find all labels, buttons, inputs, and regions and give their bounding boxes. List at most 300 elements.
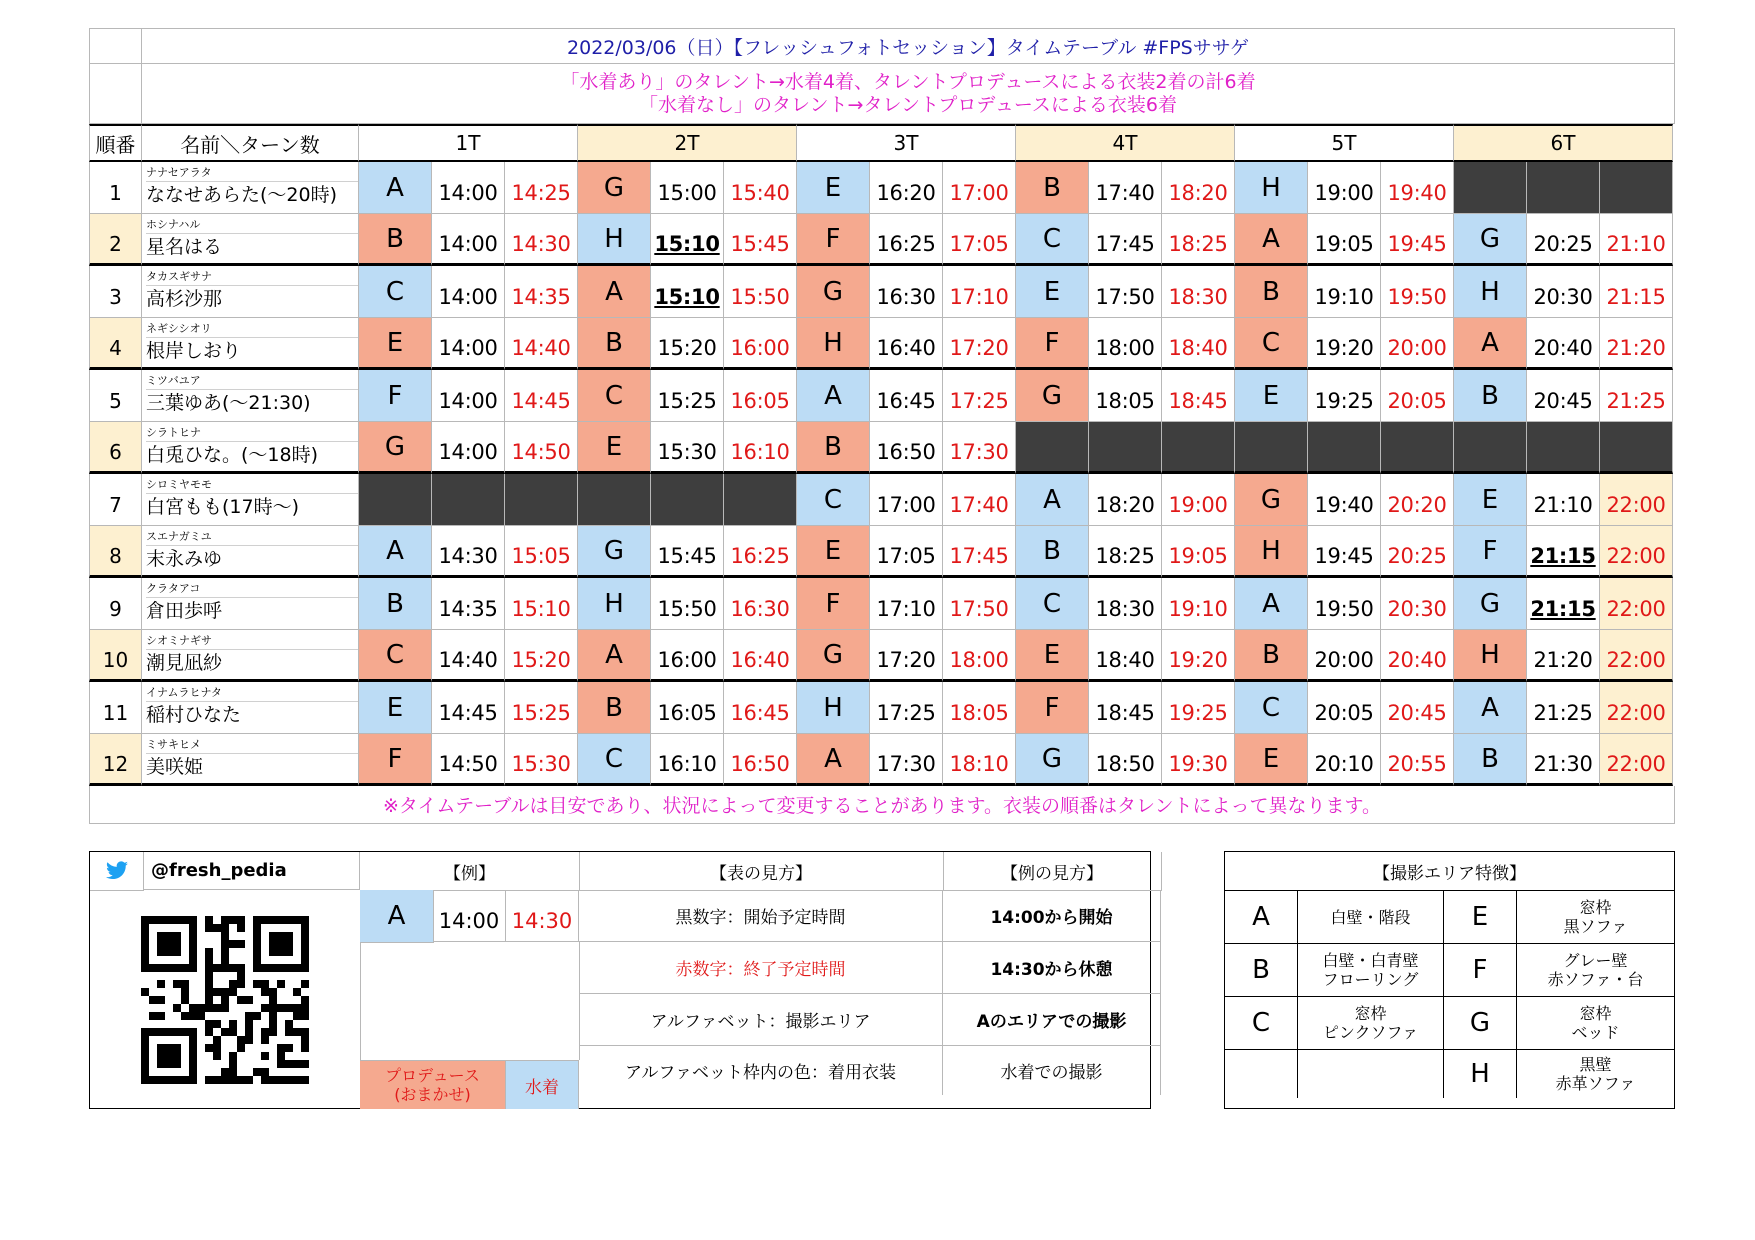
area-letter: E xyxy=(1454,474,1527,526)
area-letter: B xyxy=(1235,266,1308,318)
area-letter: E xyxy=(1016,266,1089,318)
start-time xyxy=(1527,422,1600,474)
timetable-sheet xyxy=(89,28,1675,824)
header-turn-1: 1T xyxy=(359,124,578,162)
area-description-line: 白壁・白青壁 xyxy=(1322,951,1419,970)
area-letter xyxy=(1454,162,1527,214)
area-letter: H xyxy=(797,318,870,370)
row-order: 3 xyxy=(89,266,142,318)
area-letter: H xyxy=(578,578,651,630)
end-time xyxy=(1381,422,1454,474)
end-time: 22:00 xyxy=(1600,682,1673,734)
end-time: 19:25 xyxy=(1162,682,1235,734)
talent-kana: クラタアコ xyxy=(146,578,358,598)
talent-name: 根岸しおり xyxy=(146,340,242,362)
area-letter: C xyxy=(797,474,870,526)
end-time: 20:20 xyxy=(1381,474,1454,526)
start-time: 15:30 xyxy=(651,422,724,474)
area-letter: C xyxy=(578,734,651,786)
area-letter: E xyxy=(359,682,432,734)
talent-name: 末永みゆ xyxy=(146,548,223,570)
talent-name: 稲村ひなた xyxy=(146,704,242,726)
area-description xyxy=(1517,944,1674,996)
start-time: 20:00 xyxy=(1308,630,1381,682)
area-description-line: 窓枠 xyxy=(1579,1004,1612,1023)
start-time: 15:50 xyxy=(651,578,724,630)
title-row xyxy=(89,28,1675,64)
area-letter: F xyxy=(797,578,870,630)
area-letter: E xyxy=(578,422,651,474)
talent-name: 星名はる xyxy=(146,236,223,258)
subtitle-line-2: 「水着なし」のタレント→タレントプロデュースによる衣装6着 xyxy=(639,93,1177,116)
area-letter: A xyxy=(359,526,432,578)
area-letter: H xyxy=(1235,162,1308,214)
talent-name-cell xyxy=(142,266,359,318)
area-description-line: ピンクソファ xyxy=(1322,1023,1419,1042)
area-letter xyxy=(359,474,432,526)
start-time: 17:30 xyxy=(870,734,943,786)
area-letter: A xyxy=(359,162,432,214)
talent-kana: ミサキヒメ xyxy=(146,734,358,754)
end-time: 15:05 xyxy=(505,526,578,578)
row-order: 1 xyxy=(89,162,142,214)
start-time: 14:00 xyxy=(432,370,505,422)
area-letter: G xyxy=(1454,214,1527,266)
swimsuit-swatch: 水着 xyxy=(506,1060,579,1109)
header-name: 名前＼ターン数 xyxy=(142,124,359,162)
start-time: 18:25 xyxy=(1089,526,1162,578)
end-time: 22:00 xyxy=(1600,630,1673,682)
area-letter: H xyxy=(1454,266,1527,318)
area-letter: G xyxy=(1454,578,1527,630)
end-time: 20:05 xyxy=(1381,370,1454,422)
area-letter: B xyxy=(1016,526,1089,578)
table-row xyxy=(89,266,1675,318)
end-time: 16:10 xyxy=(724,422,797,474)
area-description-line: 白壁・階段 xyxy=(1330,907,1411,927)
area-letter: C xyxy=(1225,997,1298,1049)
talent-name-cell xyxy=(142,682,359,734)
talent-name: 高杉沙那 xyxy=(146,288,223,310)
qr-code[interactable] xyxy=(90,890,361,1109)
start-time: 15:25 xyxy=(651,370,724,422)
area-letter: G xyxy=(797,266,870,318)
end-time: 19:45 xyxy=(1381,214,1454,266)
example-howto-item: Aのエリアでの撮影 xyxy=(943,994,1161,1046)
start-time: 16:25 xyxy=(870,214,943,266)
area-description-line: 赤ソファ・台 xyxy=(1547,970,1644,989)
end-time: 18:05 xyxy=(943,682,1016,734)
area-letter: A xyxy=(578,266,651,318)
area-letter: A xyxy=(1235,214,1308,266)
start-time: 19:45 xyxy=(1308,526,1381,578)
start-time: 14:35 xyxy=(432,578,505,630)
end-time: 20:55 xyxy=(1381,734,1454,786)
row-order: 7 xyxy=(89,474,142,526)
start-time: 20:05 xyxy=(1308,682,1381,734)
end-time: 16:00 xyxy=(724,318,797,370)
example-area-letter: A xyxy=(360,890,434,943)
row-order: 9 xyxy=(89,578,142,630)
end-time: 15:25 xyxy=(505,682,578,734)
table-row xyxy=(89,682,1675,734)
howto-column xyxy=(579,890,943,1095)
start-time: 20:10 xyxy=(1308,734,1381,786)
start-time: 15:10 xyxy=(651,214,724,266)
area-description-line: 窓枠 xyxy=(1579,898,1612,917)
talent-kana: ナナセアラタ xyxy=(146,162,358,182)
start-time: 19:40 xyxy=(1308,474,1381,526)
area-letter: E xyxy=(797,162,870,214)
area-letter: A xyxy=(1454,318,1527,370)
start-time: 17:05 xyxy=(870,526,943,578)
area-letter: F xyxy=(797,214,870,266)
area-letter: G xyxy=(1235,474,1308,526)
area-feature-row xyxy=(1225,944,1674,997)
area-letter: B xyxy=(359,578,432,630)
start-time: 18:05 xyxy=(1089,370,1162,422)
area-letter: H xyxy=(797,682,870,734)
area-features-header: 【撮影エリア特徴】 xyxy=(1225,852,1674,891)
end-time: 17:10 xyxy=(943,266,1016,318)
start-time: 16:45 xyxy=(870,370,943,422)
talent-name-cell xyxy=(142,734,359,786)
row-order: 12 xyxy=(89,734,142,786)
start-time: 19:00 xyxy=(1308,162,1381,214)
talent-kana: タカスギサナ xyxy=(146,266,358,286)
start-time: 18:00 xyxy=(1089,318,1162,370)
start-time: 16:05 xyxy=(651,682,724,734)
start-time: 20:25 xyxy=(1527,214,1600,266)
start-time: 14:50 xyxy=(432,734,505,786)
area-letter: B xyxy=(1454,734,1527,786)
area-description-line: 赤革ソファ xyxy=(1555,1074,1636,1093)
area-letter xyxy=(1235,422,1308,474)
twitter-handle[interactable]: @fresh_pedia xyxy=(143,852,360,890)
howto-header: 【表の見方】 xyxy=(579,852,944,891)
start-time: 19:10 xyxy=(1308,266,1381,318)
start-time: 17:00 xyxy=(870,474,943,526)
area-letter: C xyxy=(1235,318,1308,370)
area-letter: G xyxy=(359,422,432,474)
example-howto-item: 14:00から開始 xyxy=(943,890,1161,942)
start-time: 18:40 xyxy=(1089,630,1162,682)
start-time: 17:40 xyxy=(1089,162,1162,214)
start-time: 18:20 xyxy=(1089,474,1162,526)
header-turn-2: 2T xyxy=(578,124,797,162)
example-header: 【例】 xyxy=(360,852,580,891)
end-time: 16:50 xyxy=(724,734,797,786)
end-time: 21:20 xyxy=(1600,318,1673,370)
start-time: 16:30 xyxy=(870,266,943,318)
area-letter: F xyxy=(359,734,432,786)
area-letter: H xyxy=(1454,630,1527,682)
table-row xyxy=(89,474,1675,526)
area-letter: C xyxy=(359,266,432,318)
talent-kana: ネギシシオリ xyxy=(146,318,358,338)
end-time: 15:20 xyxy=(505,630,578,682)
start-time: 14:00 xyxy=(432,422,505,474)
example-howto-header: 【例の見方】 xyxy=(943,852,1162,891)
note-row xyxy=(89,786,1675,824)
header-order: 順番 xyxy=(89,124,142,162)
area-description xyxy=(1298,997,1444,1049)
end-time: 14:50 xyxy=(505,422,578,474)
example-howto-item: 14:30から休憩 xyxy=(943,942,1161,994)
area-letter: C xyxy=(1235,682,1308,734)
area-letter: C xyxy=(1016,214,1089,266)
row-order: 8 xyxy=(89,526,142,578)
talent-name: 白宮もも(17時～) xyxy=(146,496,300,518)
produce-sub-label: (おまかせ) xyxy=(394,1085,471,1104)
end-time: 14:40 xyxy=(505,318,578,370)
start-time: 15:10 xyxy=(651,266,724,318)
area-description-line: グレー壁 xyxy=(1563,951,1628,970)
area-description xyxy=(1517,1050,1674,1098)
talent-name-cell xyxy=(142,526,359,578)
area-letter xyxy=(578,474,651,526)
talent-name-cell xyxy=(142,474,359,526)
talent-name: 美咲姫 xyxy=(146,756,204,778)
twitter-icon xyxy=(90,852,144,891)
example-howto-column xyxy=(943,890,1161,1095)
talent-name: 三葉ゆあ(～21:30) xyxy=(146,392,311,414)
area-letter: B xyxy=(578,682,651,734)
talent-kana: ホシナハル xyxy=(146,214,358,234)
end-time xyxy=(724,474,797,526)
end-time: 20:00 xyxy=(1381,318,1454,370)
end-time: 16:25 xyxy=(724,526,797,578)
start-time: 14:00 xyxy=(432,318,505,370)
area-description-line: フローリング xyxy=(1322,970,1419,989)
area-description xyxy=(1298,944,1444,996)
start-time: 15:20 xyxy=(651,318,724,370)
subtitle xyxy=(142,64,1675,124)
end-time: 16:40 xyxy=(724,630,797,682)
page-title: 2022/03/06（日）【フレッシュフォトセッション】タイムテーブル #FPSササゲ xyxy=(142,28,1675,64)
talent-name: 倉田歩呼 xyxy=(146,600,223,622)
area-features-panel xyxy=(1224,851,1675,1109)
end-time xyxy=(1600,162,1673,214)
table-row xyxy=(89,630,1675,682)
area-letter: F xyxy=(1016,318,1089,370)
talent-name-cell xyxy=(142,214,359,266)
start-time: 14:00 xyxy=(432,162,505,214)
start-time: 17:50 xyxy=(1089,266,1162,318)
start-time: 19:50 xyxy=(1308,578,1381,630)
end-time: 22:00 xyxy=(1600,526,1673,578)
area-description xyxy=(1517,891,1674,943)
start-time: 18:45 xyxy=(1089,682,1162,734)
header-row xyxy=(89,124,1675,162)
area-description-line: 黒壁 xyxy=(1579,1055,1612,1074)
start-time: 14:00 xyxy=(432,266,505,318)
area-letter: C xyxy=(578,370,651,422)
start-time: 20:40 xyxy=(1527,318,1600,370)
start-time: 21:25 xyxy=(1527,682,1600,734)
end-time: 17:00 xyxy=(943,162,1016,214)
start-time: 21:15 xyxy=(1527,526,1600,578)
area-letter: H xyxy=(1444,1050,1517,1098)
header-turn-5: 5T xyxy=(1235,124,1454,162)
start-time: 18:30 xyxy=(1089,578,1162,630)
start-time: 16:50 xyxy=(870,422,943,474)
start-time xyxy=(1089,422,1162,474)
talent-name-cell xyxy=(142,578,359,630)
area-letter: G xyxy=(578,162,651,214)
end-time xyxy=(1162,422,1235,474)
table-row xyxy=(89,318,1675,370)
schedule-rows xyxy=(89,162,1675,786)
start-time: 21:20 xyxy=(1527,630,1600,682)
area-description-line: 窓枠 xyxy=(1354,1004,1387,1023)
end-time: 19:00 xyxy=(1162,474,1235,526)
area-letter xyxy=(1454,422,1527,474)
start-time: 21:10 xyxy=(1527,474,1600,526)
end-time: 17:05 xyxy=(943,214,1016,266)
area-letter: A xyxy=(578,630,651,682)
start-time: 14:40 xyxy=(432,630,505,682)
area-letter: G xyxy=(1016,734,1089,786)
area-description-line: ベッド xyxy=(1571,1023,1620,1042)
start-time: 16:00 xyxy=(651,630,724,682)
area-letter xyxy=(1016,422,1089,474)
talent-name-cell xyxy=(142,370,359,422)
start-time xyxy=(651,474,724,526)
example-start-time: 14:00 xyxy=(433,890,506,942)
end-time: 20:40 xyxy=(1381,630,1454,682)
area-letter: E xyxy=(1235,370,1308,422)
area-letter: A xyxy=(1016,474,1089,526)
start-time: 17:25 xyxy=(870,682,943,734)
area-letter: B xyxy=(578,318,651,370)
start-time: 21:15 xyxy=(1527,578,1600,630)
area-letter: A xyxy=(1235,578,1308,630)
row-order: 6 xyxy=(89,422,142,474)
end-time: 21:25 xyxy=(1600,370,1673,422)
end-time: 16:30 xyxy=(724,578,797,630)
end-time: 17:50 xyxy=(943,578,1016,630)
area-letter: G xyxy=(1444,997,1517,1049)
end-time: 21:15 xyxy=(1600,266,1673,318)
howto-item: アルファベット枠内の色：着用衣装 xyxy=(579,1046,943,1095)
area-letter: B xyxy=(1235,630,1308,682)
area-description xyxy=(1298,891,1444,943)
end-time xyxy=(505,474,578,526)
end-time: 20:45 xyxy=(1381,682,1454,734)
end-time: 17:45 xyxy=(943,526,1016,578)
table-row xyxy=(89,526,1675,578)
end-time: 15:45 xyxy=(724,214,797,266)
area-letter: B xyxy=(1454,370,1527,422)
end-time: 19:50 xyxy=(1381,266,1454,318)
start-time: 17:45 xyxy=(1089,214,1162,266)
header-turn-3: 3T xyxy=(797,124,1016,162)
area-letter: B xyxy=(1225,944,1298,996)
turn-headers xyxy=(359,124,1673,162)
start-time: 20:30 xyxy=(1527,266,1600,318)
talent-kana: シオミナギサ xyxy=(146,630,358,650)
start-time xyxy=(432,474,505,526)
end-time: 17:40 xyxy=(943,474,1016,526)
end-time: 18:20 xyxy=(1162,162,1235,214)
end-time: 18:40 xyxy=(1162,318,1235,370)
howto-item: 黒数字：開始予定時間 xyxy=(579,890,943,942)
end-time: 22:00 xyxy=(1600,578,1673,630)
end-time: 19:10 xyxy=(1162,578,1235,630)
area-letter: A xyxy=(797,370,870,422)
area-letter: A xyxy=(1225,891,1298,943)
table-row xyxy=(89,578,1675,630)
area-feature-row xyxy=(1225,1050,1674,1098)
area-letter xyxy=(1225,1050,1298,1098)
start-time: 16:10 xyxy=(651,734,724,786)
talent-name-cell xyxy=(142,318,359,370)
area-feature-row xyxy=(1225,891,1674,944)
end-time: 20:30 xyxy=(1381,578,1454,630)
table-row xyxy=(89,214,1675,266)
table-row xyxy=(89,734,1675,786)
area-letter: F xyxy=(1016,682,1089,734)
end-time: 15:50 xyxy=(724,266,797,318)
end-time: 17:20 xyxy=(943,318,1016,370)
area-letter: B xyxy=(359,214,432,266)
area-letter: B xyxy=(797,422,870,474)
area-letter: C xyxy=(1016,578,1089,630)
start-time: 17:10 xyxy=(870,578,943,630)
end-time: 18:00 xyxy=(943,630,1016,682)
start-time: 19:25 xyxy=(1308,370,1381,422)
talent-name-cell xyxy=(142,422,359,474)
start-time: 15:45 xyxy=(651,526,724,578)
row-order: 5 xyxy=(89,370,142,422)
start-time xyxy=(1527,162,1600,214)
start-time: 16:40 xyxy=(870,318,943,370)
howto-item: アルファベット：撮影エリア xyxy=(579,994,943,1046)
talent-kana: スエナガミユ xyxy=(146,526,358,546)
area-letter: F xyxy=(1454,526,1527,578)
end-time: 18:10 xyxy=(943,734,1016,786)
end-time: 14:25 xyxy=(505,162,578,214)
start-time: 17:20 xyxy=(870,630,943,682)
example-end-time: 14:30 xyxy=(506,890,579,942)
end-time: 15:30 xyxy=(505,734,578,786)
area-letter: H xyxy=(1235,526,1308,578)
disclaimer-note: ※タイムテーブルは目安であり、状況によって変更することがあります。衣装の順番はタレントによって異なります。 xyxy=(89,786,1675,824)
area-description xyxy=(1517,997,1674,1049)
subtitle-line-1: 「水着あり」のタレント→水着4着、タレントプロデュースによる衣装2着の計6着 xyxy=(560,70,1256,93)
talent-name-cell xyxy=(142,162,359,214)
area-letter: A xyxy=(797,734,870,786)
end-time: 15:40 xyxy=(724,162,797,214)
area-letter: G xyxy=(578,526,651,578)
talent-name-cell xyxy=(142,630,359,682)
end-time: 15:10 xyxy=(505,578,578,630)
area-letter: G xyxy=(1016,370,1089,422)
start-time: 20:45 xyxy=(1527,370,1600,422)
area-letter: C xyxy=(359,630,432,682)
produce-label: プロデュース xyxy=(385,1066,480,1085)
area-feature-rows xyxy=(1225,891,1674,1098)
start-time: 19:20 xyxy=(1308,318,1381,370)
talent-name: 白兎ひな。(～18時) xyxy=(146,444,319,466)
end-time: 19:30 xyxy=(1162,734,1235,786)
area-letter: E xyxy=(1444,891,1517,943)
area-letter: E xyxy=(797,526,870,578)
start-time xyxy=(1308,422,1381,474)
row-order: 10 xyxy=(89,630,142,682)
row-order: 4 xyxy=(89,318,142,370)
